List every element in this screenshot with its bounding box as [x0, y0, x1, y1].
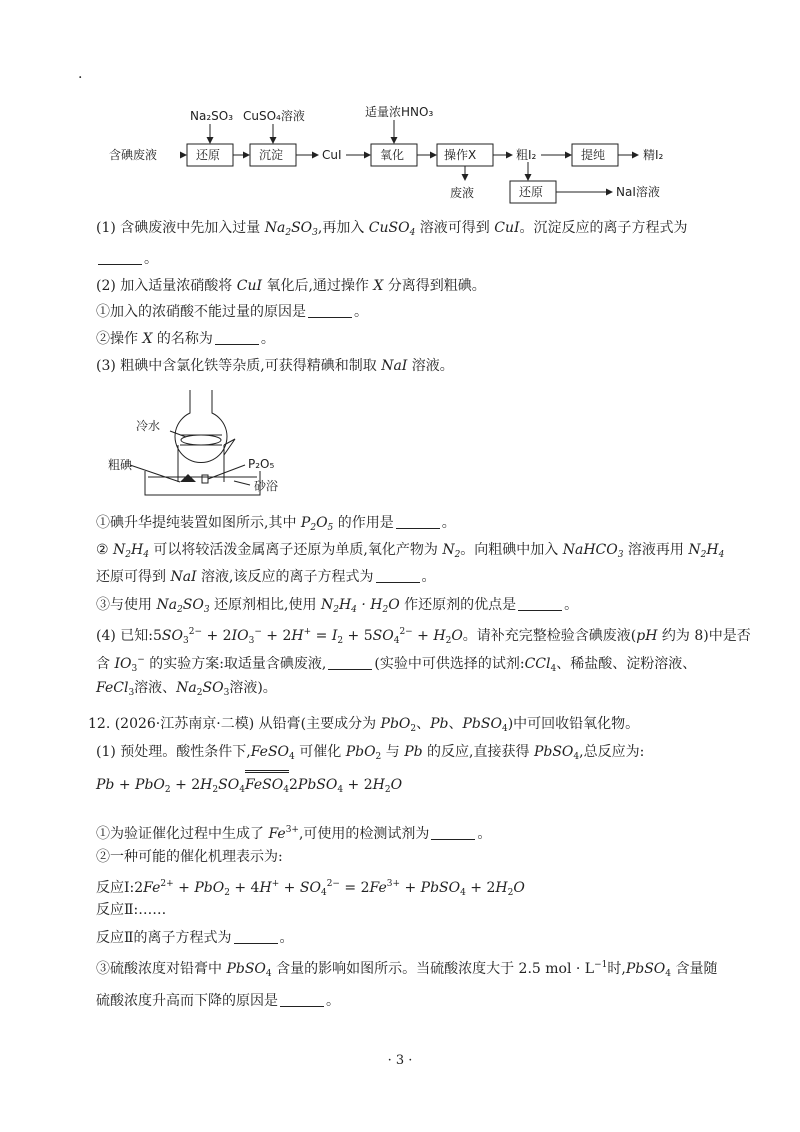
q2-line: (2) 加入适量浓硝酸将 CuI 氧化后,通过操作 X 分离得到粗碘。	[96, 278, 486, 294]
q12-sub1: ①为验证催化过程中生成了 $Fe^{3+}$,可使用的检测试剂为 。	[96, 825, 492, 842]
q3-sub2-line2: 还原可得到 NaI 溶液,该反应的离子方程式为 。	[96, 569, 436, 585]
q12-sub3-line2: 硫酸浓度升高而下降的原因是 。	[96, 993, 340, 1009]
flow-box-oxidize: 氧化	[380, 148, 405, 162]
label-sand-bath: 砂浴	[254, 479, 279, 493]
answer-blank[interactable]	[518, 598, 562, 611]
flow-diagram	[100, 100, 700, 208]
answer-blank[interactable]	[328, 657, 372, 670]
q12-reaction1: 反应$Ⅰ:2Fe^{2+} + PbO_2 + 4H^+ + SO_4^{2-} = 2Fe^{3+}$ + PbSO$_4$ + $2H_2O$	[96, 879, 525, 898]
q4-line3: FeCl$_3$溶液、$Na_2SO_3$溶液)。	[96, 680, 277, 698]
flow-box-precipitate: 沉淀	[259, 148, 284, 162]
answer-blank[interactable]	[308, 305, 352, 318]
page-number: · 3 ·	[387, 1053, 413, 1068]
q3-line: (3) 粗碘中含氯化铁等杂质,可获得精碘和制取 NaI 溶液。	[96, 358, 454, 374]
q4-line2: 含 $IO_3^-$ 的实验方案:取适量含碘废液, (实验中可供选择的试剂:CCl$_4$、稀盐酸、淀粉溶液、	[96, 655, 697, 674]
sublimation-apparatus	[100, 385, 300, 505]
q3-sub2-line1: ② $N_2H_4$ 可以将较活泼金属离子还原为单质,氧化产物为 $N_2$。向粗碘中加入 NaHCO$_3$ 溶液再用 $N_2H_4$	[96, 542, 725, 560]
q12-heading: 12. (2026·江苏南京·二模) 从铅膏(主要成分为 PbO$_2$、Pb、PbSO$_4$)中可回收铅氧化物。	[88, 716, 640, 734]
label-crude-iodine: 粗碘	[108, 458, 133, 472]
q1-line1: (1) 含碘废液中先加入过量 $Na_2SO_3$,再加入 CuSO$_4$ 溶液可得到 CuI。沉淀反应的离子方程式为	[96, 220, 688, 238]
q4-line1: (4) 已知$:5SO_3^{2-} + 2IO_3^- + 2H^+ = I_2 + 5SO_4^{2-} + H_2O$。请补充完整检验含碘废液(pH 约为 8)中是否	[96, 627, 751, 646]
flow-nai-solution: NaI溶液	[616, 185, 660, 199]
q12-reaction2: 反应Ⅱ:……	[96, 902, 167, 918]
q12-total-equation: $Pb + PbO_2 + 2H_2SO_4FeSO_42PbSO_4 + 2H_2O$	[96, 770, 402, 801]
answer-blank[interactable]	[234, 931, 278, 944]
flow-crude-iodine: 粗I₂	[516, 148, 537, 162]
q3-sub3: ③与使用 $Na_2SO_3$ 还原剂相比,使用 $N_2H_4 \cdot H_2O$ 作还原剂的优点是 。	[96, 597, 579, 615]
flow-start: 含碘废液	[109, 148, 158, 162]
answer-blank[interactable]	[431, 827, 475, 840]
q3-sub1: ①碘升华提纯装置如图所示,其中 $P_2O_5$ 的作用是 。	[96, 515, 456, 533]
q2-sub2: ②操作 X 的名称为 。	[96, 331, 275, 347]
flow-cui: CuI	[322, 148, 342, 162]
flow-box-reduce-2: 还原	[519, 185, 544, 199]
flow-box-reduce: 还原	[196, 148, 221, 162]
corner-dot: .	[78, 66, 83, 82]
flow-pure-iodine: 精I₂	[643, 148, 664, 162]
q12-sub2: ②一种可能的催化机理表示为:	[96, 849, 283, 865]
q2-sub1: ①加入的浓硝酸不能过量的原因是 。	[96, 304, 368, 320]
label-cold-water: 冷水	[136, 419, 161, 433]
flow-box-purify: 提纯	[581, 148, 606, 162]
flow-reagent-cuso4: CuSO₄溶液	[243, 109, 305, 123]
flow-waste: 废液	[450, 186, 475, 200]
flow-reagent-hno3: 适量浓HNO₃	[365, 105, 434, 119]
label-p2o5: P₂O₅	[248, 457, 275, 471]
flow-box-operation-x: 操作X	[444, 148, 477, 162]
q12-part1: (1) 预处理。酸性条件下,FeSO$_4$ 可催化 PbO$_2$ 与 Pb 的反应,直接获得 PbSO$_4$,总反应为:	[96, 744, 645, 762]
q12-sub3-line1: ③硫酸浓度对铅膏中 PbSO$_4$ 含量的影响如图所示。当硫酸浓度大于 2.5 mol · $L^{-1}$时,PbSO$_4$ 含量随	[96, 960, 718, 979]
answer-blank[interactable]	[280, 994, 324, 1007]
q12-reaction2-ask: 反应Ⅱ的离子方程式为 。	[96, 930, 294, 946]
answer-blank[interactable]	[376, 570, 420, 583]
answer-blank[interactable]	[98, 252, 142, 265]
answer-blank[interactable]	[396, 516, 440, 529]
answer-blank[interactable]	[215, 332, 259, 345]
flow-reagent-na2so3: Na₂SO₃	[190, 109, 234, 123]
q1-line2: 。	[96, 248, 158, 270]
